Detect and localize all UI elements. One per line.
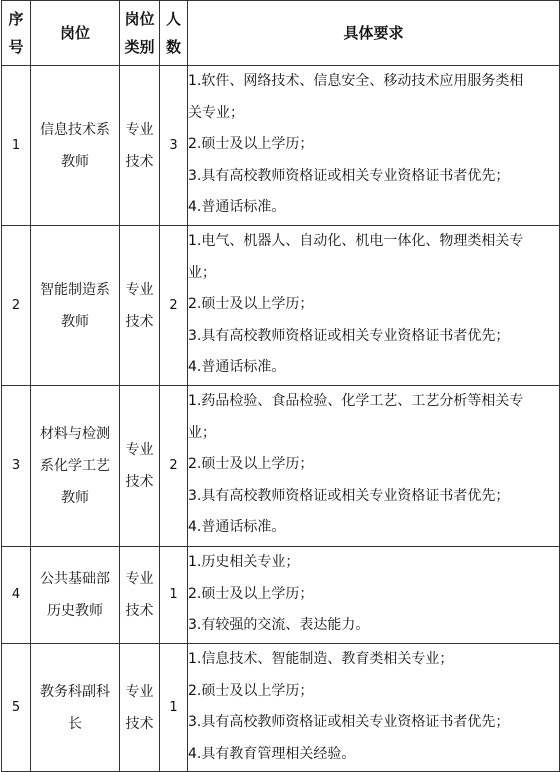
- row-position: 信息技术系 教师: [31, 66, 120, 226]
- row-category: 专业 技术: [120, 547, 160, 644]
- requirement-line: 3.有较强的交流、表达能力。: [188, 617, 370, 633]
- header-row: [2, 1, 560, 66]
- row-seq: 5: [2, 644, 31, 772]
- row-count: 1: [160, 547, 188, 644]
- requirement-line: 2.硕士及以上学历；: [188, 136, 314, 152]
- row-position: 智能制造系 教师: [31, 226, 120, 386]
- table-row: [2, 226, 560, 386]
- job-requirements-table: [1, 0, 560, 772]
- requirement-line: 1.信息技术、智能制造、教育类相关专业；: [188, 651, 454, 667]
- row-category: 专业 技术: [120, 226, 160, 386]
- row-category: 专业 技术: [120, 386, 160, 547]
- row-position: 教务科副科 长: [31, 644, 120, 772]
- header-count: 人 数: [160, 1, 188, 66]
- row-requirements: [188, 226, 560, 386]
- requirement-line: 4.普通话标准。: [188, 359, 286, 375]
- row-position: 材料与检测 系化学工艺 教师: [31, 386, 120, 547]
- header-seq: 序 号: [2, 1, 31, 66]
- row-requirements: [188, 644, 560, 772]
- requirement-line: 3.具有高校教师资格证或相关专业资格证书者优先；: [188, 327, 510, 344]
- requirement-line: 2.硕士及以上学历；: [188, 682, 314, 699]
- requirement-line: 业；: [188, 264, 216, 281]
- row-seq: 4: [2, 547, 31, 644]
- row-category: 专业 技术: [120, 66, 160, 226]
- row-category: 专业 技术: [120, 644, 160, 772]
- header-position: 岗位: [31, 1, 120, 66]
- table-row: [2, 386, 560, 547]
- requirement-line: 2.硕士及以上学历；: [188, 296, 314, 312]
- requirement-line: 4.普通话标准。: [188, 519, 286, 535]
- requirement-line: 1.软件、网络技术、信息安全、移动技术应用服务类相: [188, 73, 524, 89]
- requirement-line: 业；: [188, 424, 216, 441]
- requirement-line: 关专业；: [188, 104, 244, 121]
- requirement-line: 1.历史相关专业；: [188, 554, 300, 570]
- table-row: [2, 66, 560, 226]
- table-row: [2, 644, 560, 772]
- row-seq: 3: [2, 386, 31, 547]
- requirement-line: 3.具有高校教师资格证或相关专业资格证书者优先；: [188, 167, 510, 184]
- row-requirements: [188, 547, 560, 644]
- row-count: 1: [160, 644, 188, 772]
- requirement-line: 2.硕士及以上学历；: [188, 456, 314, 472]
- row-count: 2: [160, 386, 188, 547]
- requirement-line: 2.硕士及以上学历；: [188, 585, 314, 602]
- requirement-line: 4.普通话标准。: [188, 199, 286, 215]
- row-requirements: [188, 386, 560, 547]
- row-seq: 1: [2, 66, 31, 226]
- row-count: 3: [160, 66, 188, 226]
- row-seq: 2: [2, 226, 31, 386]
- requirement-line: 3.具有高校教师资格证或相关专业资格证书者优先；: [188, 714, 510, 730]
- header-category: 岗位 类别: [120, 1, 160, 66]
- row-count: 2: [160, 226, 188, 386]
- requirement-line: 1.电气、机器人、自动化、机电一体化、物理类相关专: [188, 233, 524, 249]
- row-position: 公共基础部 历史教师: [31, 547, 120, 644]
- requirement-line: 4.具有教育管理相关经验。: [188, 745, 356, 762]
- header-requirements: 具体要求: [188, 1, 560, 66]
- requirement-line: 1.药品检验、食品检验、化学工艺、工艺分析等相关专: [188, 393, 524, 409]
- table-row: [2, 547, 560, 644]
- row-requirements: [188, 66, 560, 226]
- requirement-line: 3.具有高校教师资格证或相关专业资格证书者优先；: [188, 487, 510, 504]
